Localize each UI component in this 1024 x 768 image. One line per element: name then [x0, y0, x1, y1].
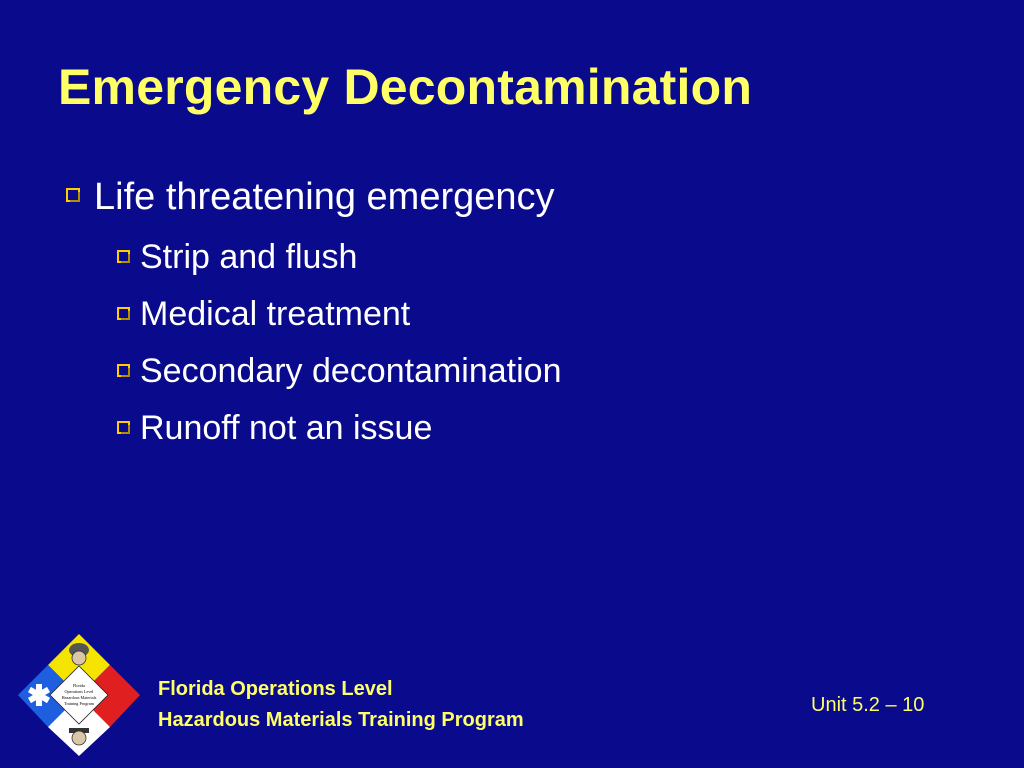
logo-lettering: Operations Level	[64, 689, 94, 694]
checkbox-bullet-icon	[117, 421, 130, 434]
slide-number: Unit 5.2 – 10	[811, 694, 925, 716]
bullet-text: Runoff not an issue	[140, 409, 433, 447]
sub-bullet-item	[117, 238, 357, 277]
logo-lettering: Training Program	[64, 701, 94, 706]
checkbox-bullet-icon	[66, 188, 80, 202]
slide-title: Emergency Decontamination	[58, 59, 753, 115]
footer-program-line-1: Florida Operations Level	[158, 678, 393, 700]
bullet-item	[66, 176, 555, 219]
bullet-text: Strip and flush	[140, 238, 358, 276]
checkbox-bullet-icon	[117, 307, 130, 320]
logo-lettering: Hazardous Materials	[61, 695, 97, 700]
logo-lettering: Florida	[72, 683, 86, 688]
hazmat-diamond-logo-icon	[18, 634, 140, 756]
sub-bullet-item	[117, 352, 562, 391]
bullet-text: Life threatening emergency	[94, 176, 555, 218]
sub-bullet-item	[117, 409, 432, 448]
checkbox-bullet-icon	[117, 250, 130, 263]
checkbox-bullet-icon	[117, 364, 130, 377]
bullet-text: Medical treatment	[140, 295, 411, 333]
footer-program-line-2: Hazardous Materials Training Program	[158, 709, 524, 731]
sub-bullet-item	[117, 295, 410, 334]
bullet-text: Secondary decontamination	[140, 352, 562, 390]
